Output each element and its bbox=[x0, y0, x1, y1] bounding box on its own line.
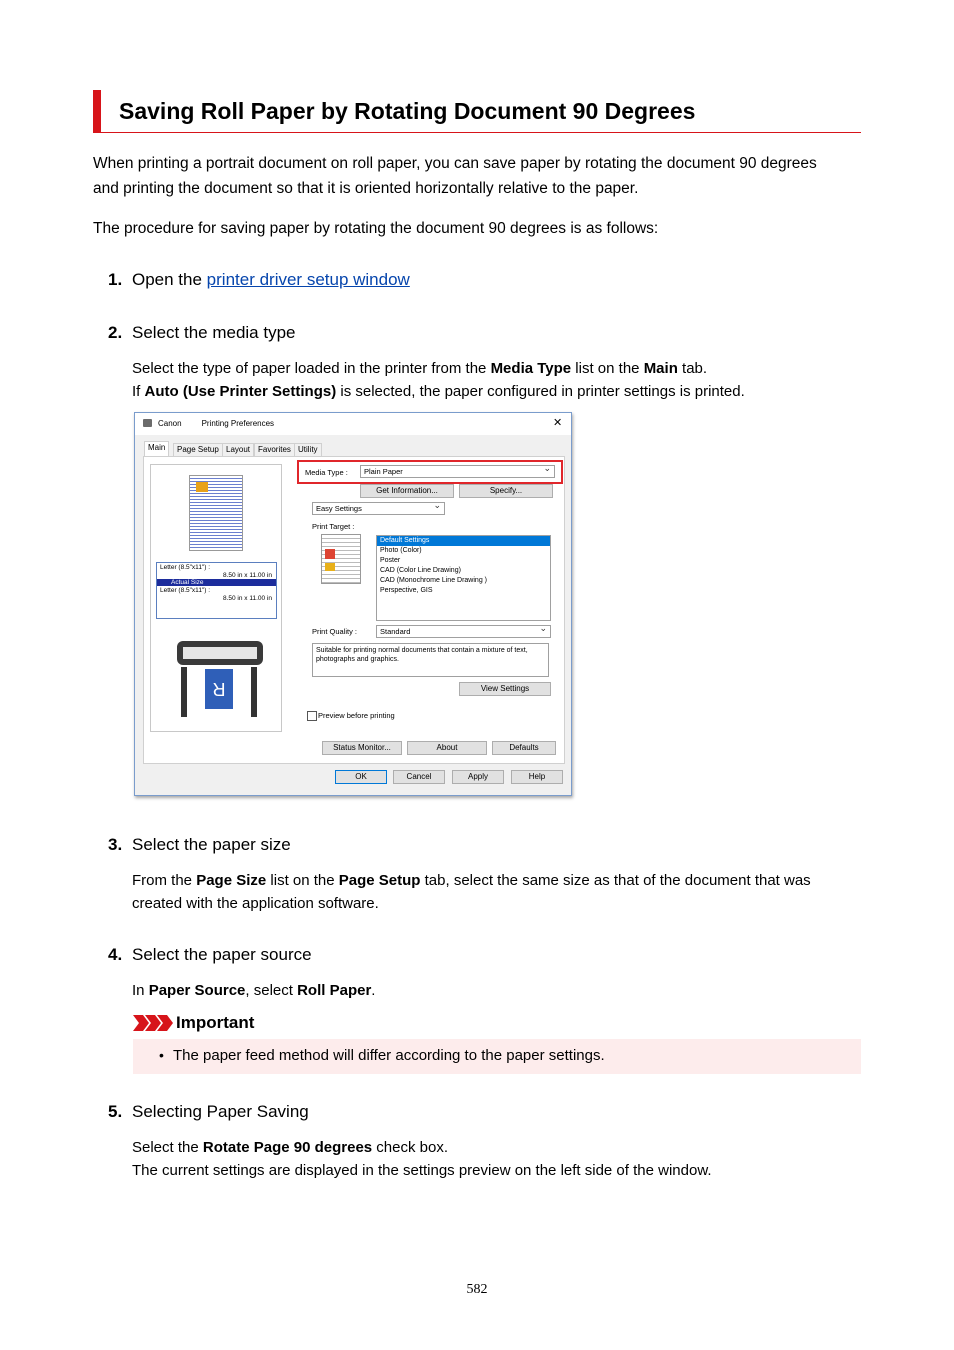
step-5-line-2: The current settings are displayed in the settings preview on the left side of the window. bbox=[132, 1162, 712, 1179]
page-number: 582 bbox=[466, 1282, 488, 1297]
easy-settings-select[interactable]: Easy Settings ⌄ bbox=[312, 502, 445, 515]
intro-line-1: When printing a portrait document on roll paper, you can save paper by rotating the document 90 degrees bbox=[93, 155, 817, 172]
list-item[interactable]: Default Settings bbox=[377, 536, 550, 546]
intro-paragraph bbox=[93, 151, 817, 201]
tab-main[interactable]: Main bbox=[144, 441, 169, 456]
step-5-title: Selecting Paper Saving bbox=[132, 1102, 309, 1121]
ok-button[interactable]: OK bbox=[335, 770, 387, 784]
step-2-title: Select the media type bbox=[132, 323, 296, 342]
defaults-button[interactable]: Defaults bbox=[492, 741, 556, 755]
rotated-page: R bbox=[205, 669, 233, 709]
step-3-line-1: From the Page Size list on the Page Setup tab, select the same size as that of the document that was bbox=[132, 872, 811, 889]
heading-accent-bar bbox=[93, 90, 101, 133]
list-item[interactable]: Perspective, GIS bbox=[380, 587, 433, 594]
preview-before-printing-label: Preview before printing bbox=[318, 711, 395, 720]
list-item[interactable]: Poster bbox=[380, 557, 401, 564]
step-3-line-2: created with the application software. bbox=[132, 895, 379, 912]
settings-preview-panel bbox=[150, 464, 282, 732]
heading-underline bbox=[101, 132, 861, 133]
printer-illustration bbox=[169, 627, 269, 723]
tab-favorites[interactable]: Favorites bbox=[254, 443, 295, 456]
list-item[interactable]: CAD (Monochrome Line Drawing ) bbox=[380, 577, 487, 584]
view-settings-button[interactable]: View Settings bbox=[459, 682, 551, 696]
important-heading: Important bbox=[176, 1013, 255, 1032]
bullet: • bbox=[159, 1047, 164, 1063]
step-3-title: Select the paper size bbox=[132, 835, 291, 854]
media-type-select[interactable]: Plain Paper ⌄ bbox=[360, 465, 555, 478]
apply-button[interactable]: Apply bbox=[452, 770, 504, 784]
step-1-title bbox=[132, 270, 410, 290]
step-4-body: In Paper Source, select Roll Paper. bbox=[132, 982, 376, 999]
specify-button[interactable]: Specify... bbox=[459, 484, 553, 498]
list-item[interactable]: CAD (Color Line Drawing) bbox=[380, 567, 461, 574]
print-quality-label: Print Quality : bbox=[312, 627, 358, 636]
printer-driver-setup-link[interactable]: printer driver setup window bbox=[206, 270, 410, 289]
list-item[interactable]: Photo (Color) bbox=[380, 547, 422, 554]
dialog-titlebar bbox=[135, 413, 571, 435]
tab-page-setup[interactable]: Page Setup bbox=[173, 443, 223, 456]
tab-layout[interactable]: Layout bbox=[222, 443, 254, 456]
step-2-number: 2. bbox=[108, 323, 123, 342]
tab-utility[interactable]: Utility bbox=[294, 443, 322, 456]
printer-icon bbox=[143, 419, 152, 427]
actual-size-row: Actual Size bbox=[157, 579, 276, 586]
media-type-label: Media Type : bbox=[305, 468, 348, 477]
media-type-highlight bbox=[297, 460, 563, 484]
step-2-body bbox=[132, 357, 745, 403]
step-5-body bbox=[132, 1136, 712, 1182]
page-title: Saving Roll Paper by Rotating Document 90 Degrees bbox=[119, 98, 696, 124]
dialog-title: Canon Printing Preferences bbox=[158, 419, 275, 428]
cancel-button[interactable]: Cancel bbox=[393, 770, 445, 784]
step-3-number: 3. bbox=[108, 835, 123, 854]
step-2-line-2: If Auto (Use Printer Settings) is selected, the paper configured in printer settings is printed. bbox=[132, 383, 745, 400]
step-1-number: 1. bbox=[108, 270, 123, 289]
procedure-intro: The procedure for saving paper by rotating the document 90 degrees is as follows: bbox=[93, 220, 659, 237]
step-5-line-1: Select the Rotate Page 90 degrees check box. bbox=[132, 1139, 449, 1156]
print-target-thumbnail bbox=[321, 534, 361, 584]
close-icon[interactable]: ✕ bbox=[553, 417, 563, 429]
step-3-body bbox=[132, 869, 811, 915]
step-1-title-prefix: Open the bbox=[132, 270, 207, 289]
step-4-number: 4. bbox=[108, 945, 123, 964]
about-button[interactable]: About bbox=[407, 741, 487, 755]
important-chevron-icon bbox=[133, 1015, 173, 1031]
printing-preferences-dialog bbox=[134, 412, 572, 796]
print-target-label: Print Target : bbox=[312, 522, 355, 531]
step-2-line-1: Select the type of paper loaded in the printer from the Media Type list on the Main tab. bbox=[132, 360, 708, 377]
preview-checkbox[interactable] bbox=[307, 711, 317, 721]
intro-line-2: and printing the document so that it is oriented horizontally relative to the paper. bbox=[93, 180, 639, 197]
get-information-button[interactable]: Get Information... bbox=[360, 484, 454, 498]
preview-image-icon bbox=[196, 482, 208, 492]
important-note-text: The paper feed method will differ according to the paper settings. bbox=[173, 1047, 605, 1064]
print-quality-select[interactable]: Standard ⌄ bbox=[376, 625, 551, 638]
status-monitor-button[interactable]: Status Monitor... bbox=[322, 741, 402, 755]
paper-size-box: Letter (8.5"x11") : 8.50 in x 11.00 in Actual Size Letter (8.5"x11") : 8.50 in x 11.00 in bbox=[156, 562, 277, 619]
step-4-title: Select the paper source bbox=[132, 945, 312, 964]
step-5-number: 5. bbox=[108, 1102, 123, 1121]
description-box: Suitable for printing normal documents that contain a mixture of text, photographs and graphics. bbox=[312, 643, 549, 677]
help-button[interactable]: Help bbox=[511, 770, 563, 784]
page-preview bbox=[189, 475, 243, 551]
print-target-list[interactable] bbox=[376, 535, 551, 621]
important-note-box bbox=[133, 1039, 861, 1074]
